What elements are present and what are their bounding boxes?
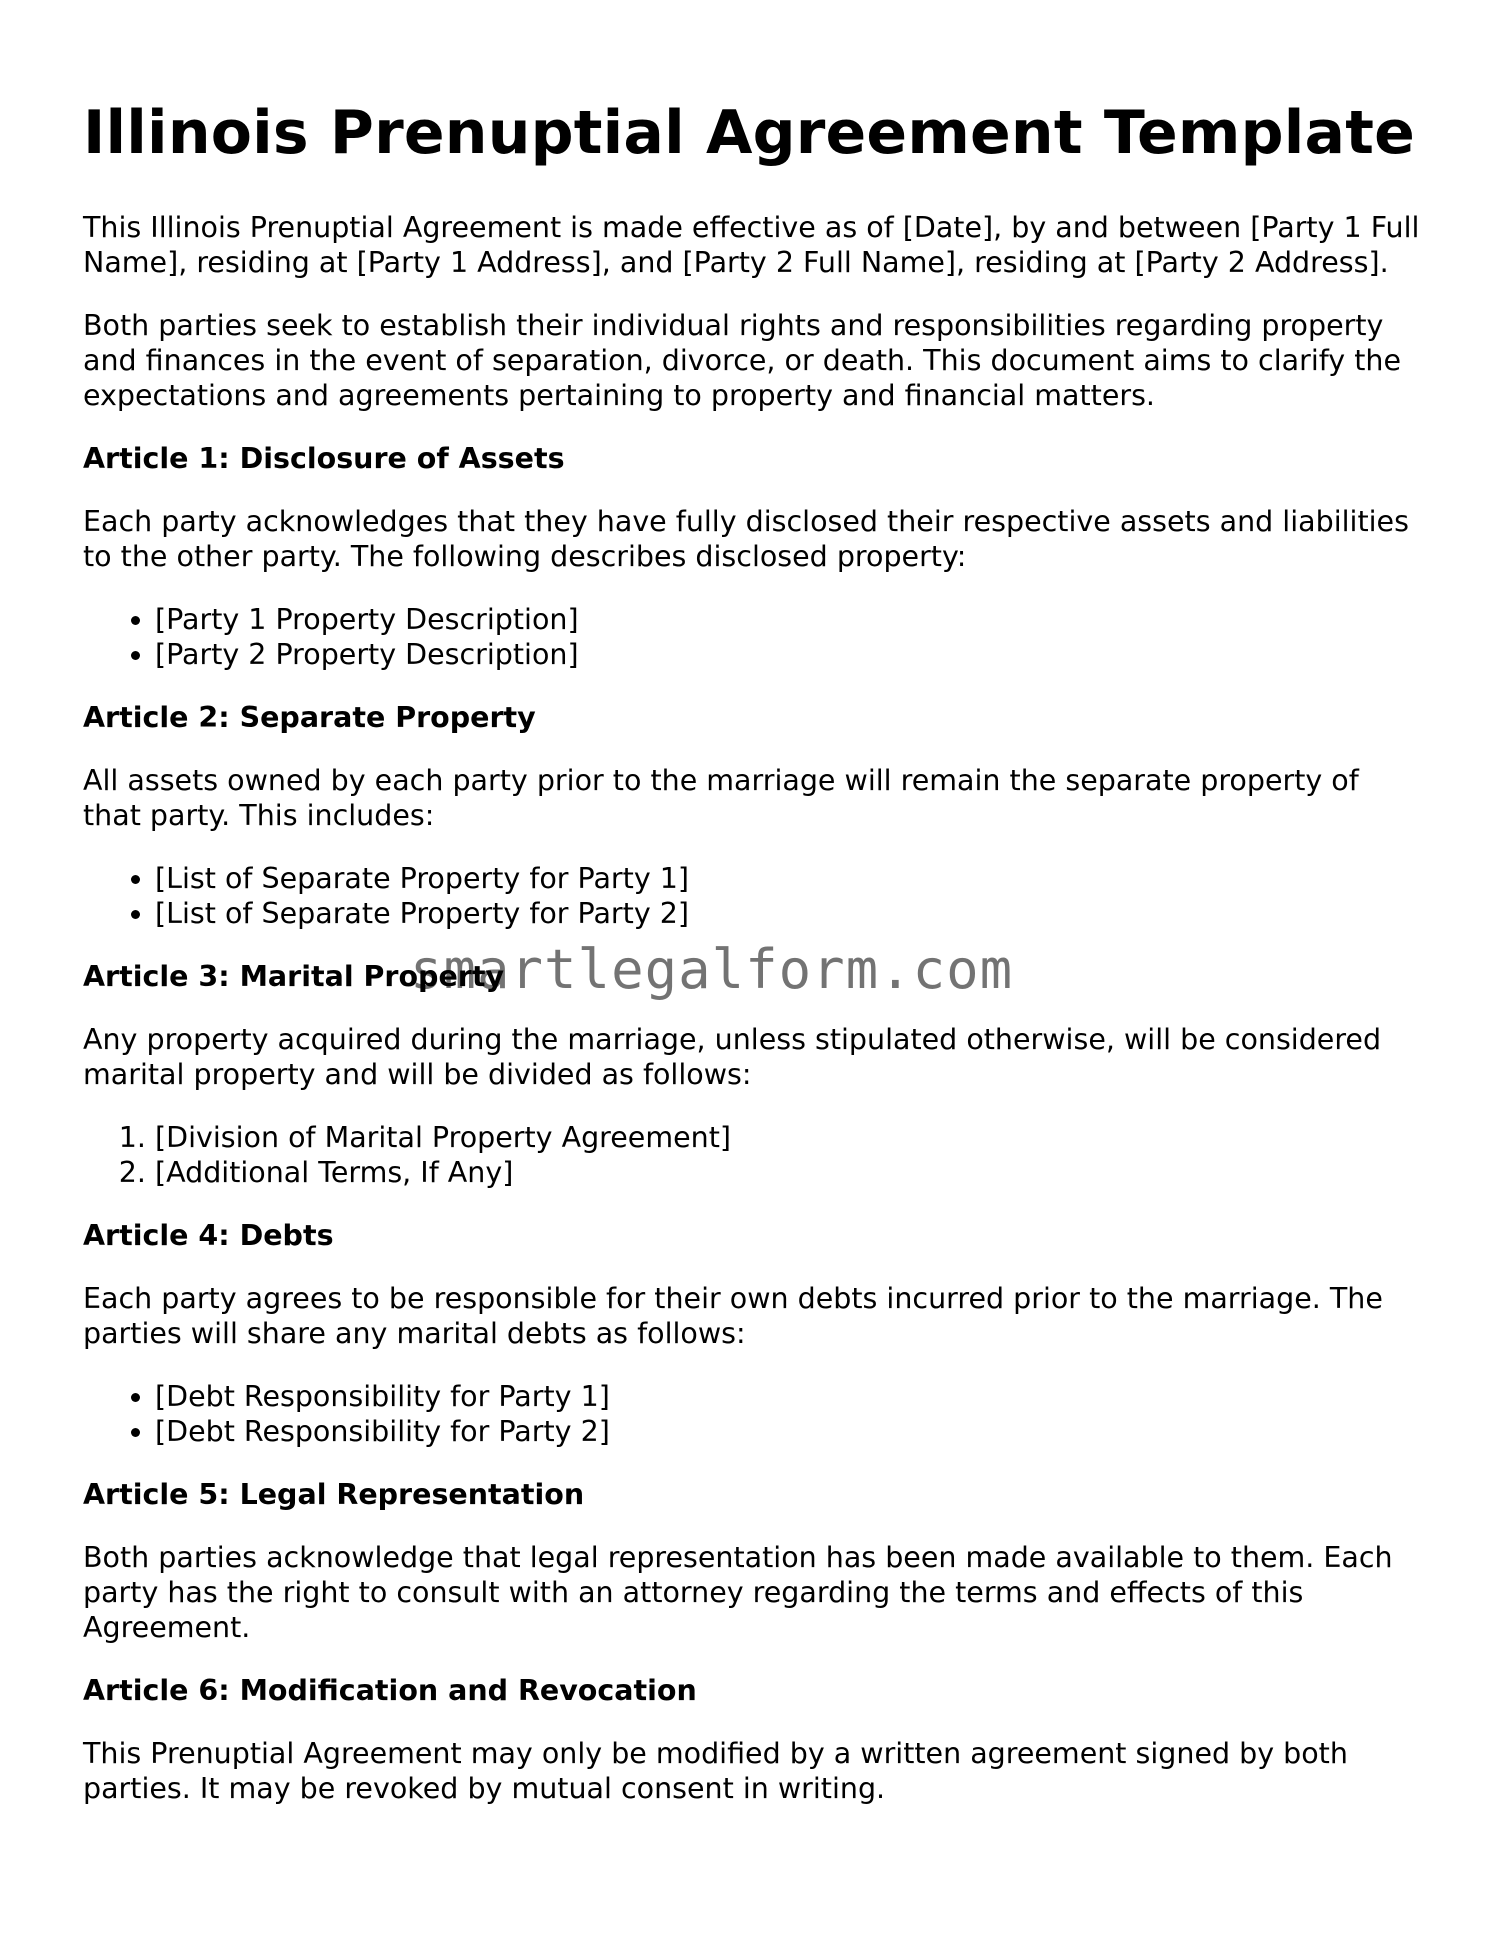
article-5 — [83, 1477, 1423, 1645]
article-body: All assets owned by each party prior to the marriage will remain the separate property of that party. This includes: — [83, 764, 1359, 832]
bullet-list — [83, 602, 1423, 672]
article-body: Each party agrees to be responsible for their own debts incurred prior to the marriage. The parties will share any marital debts as follows: — [83, 1282, 1383, 1350]
article-heading: Article 1: Disclosure of Assets — [83, 442, 565, 475]
article-2 — [83, 700, 1423, 931]
article-4 — [83, 1218, 1423, 1449]
article-body: Each party acknowledges that they have fully disclosed their respective assets and liabilities to the other party. The following describes disclosed property: — [83, 505, 1409, 573]
bullet-list — [83, 861, 1423, 931]
watermark: smartlegalform.com — [410, 938, 1014, 1001]
article-body: Both parties acknowledge that legal representation has been made available to them. Each party has the right to consult with an attorney regarding the terms and effects of this Agreement. — [83, 1541, 1393, 1644]
intro-paragraph-1: This Illinois Prenuptial Agreement is made effective as of [Date], by and between [Party 1 Full Name], residing at [Party 1 Address], and [Party 2 Full Name], residing at [Party 2 Address]. — [83, 211, 1420, 279]
article-1 — [83, 441, 1423, 672]
list-item: • [List of Separate Property for Party 1] — [155, 861, 1423, 896]
article-heading: Article 5: Legal Representation — [83, 1478, 585, 1511]
numbered-list — [83, 1120, 1423, 1190]
list-item: • [Debt Responsibility for Party 2] — [155, 1414, 1423, 1449]
list-item: • [Debt Responsibility for Party 1] — [155, 1379, 1423, 1414]
bullet-list — [83, 1379, 1423, 1449]
document-page — [83, 100, 1423, 1834]
article-6 — [83, 1673, 1423, 1806]
list-item: 2. [Additional Terms, If Any] — [155, 1155, 1423, 1190]
article-heading: Article 6: Modification and Revocation — [83, 1674, 697, 1707]
article-heading: Article 3: Marital Property — [83, 960, 505, 993]
article-heading: Article 4: Debts — [83, 1219, 334, 1252]
article-3 — [83, 959, 1423, 1190]
list-item: 1. [Division of Marital Property Agreement] — [155, 1120, 1423, 1155]
article-heading: Article 2: Separate Property — [83, 701, 536, 734]
list-item: • [Party 1 Property Description] — [155, 602, 1423, 637]
article-body: This Prenuptial Agreement may only be modified by a written agreement signed by both parties. It may be revoked by mutual consent in writing. — [83, 1737, 1348, 1805]
intro-paragraph-2: Both parties seek to establish their individual rights and responsibilities regarding property and finances in the event of separation, divorce, or death. This document aims to clarify the expectations and agreements pertaining to property and financial matters. — [83, 309, 1401, 412]
list-item: • [List of Separate Property for Party 2] — [155, 896, 1423, 931]
list-item: • [Party 2 Property Description] — [155, 637, 1423, 672]
document-title: Illinois Prenuptial Agreement Template — [83, 98, 1415, 168]
article-body: Any property acquired during the marriage, unless stipulated otherwise, will be considered marital property and will be divided as follows: — [83, 1023, 1382, 1091]
